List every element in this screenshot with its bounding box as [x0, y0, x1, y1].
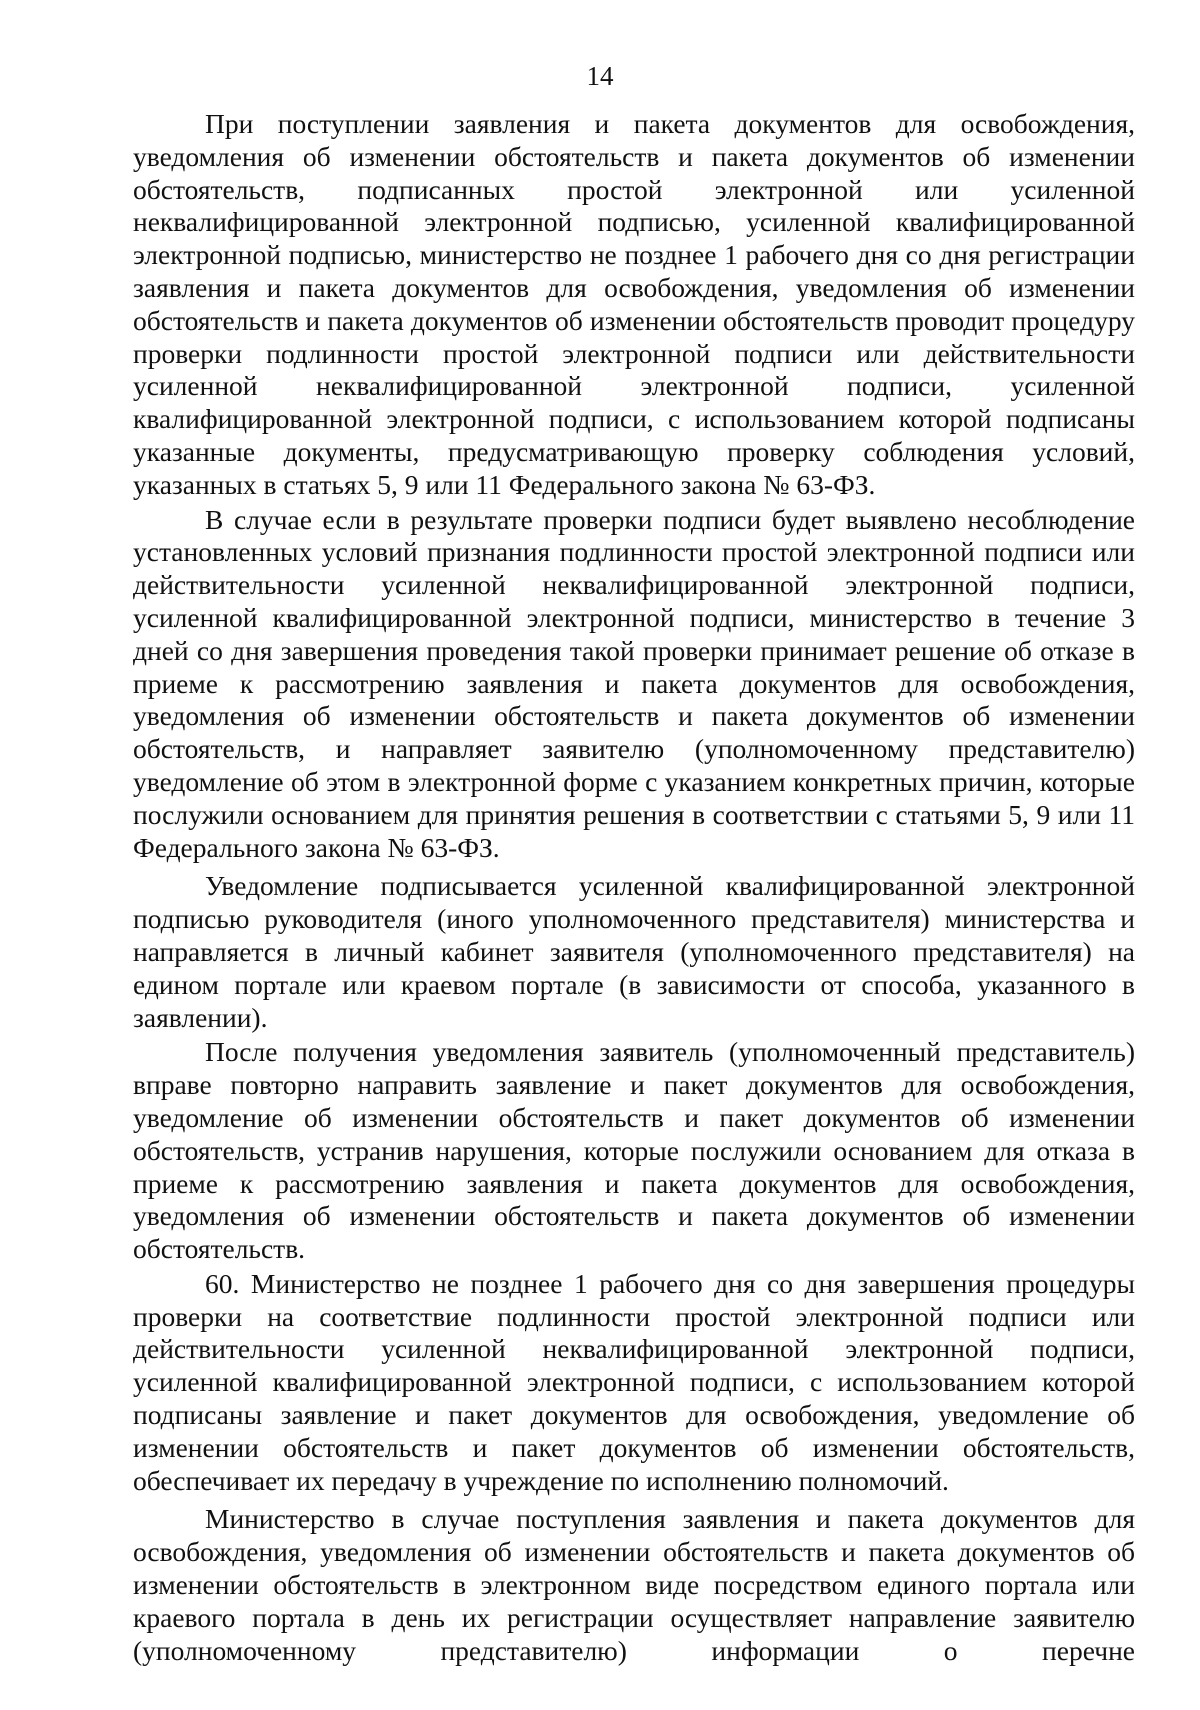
page-number: 14	[586, 61, 614, 91]
paragraph-resubmission: После получения уведомления заявитель (уполномоченный представитель) вправе повторно направить заявление и пакет документов для освобождения, уведомление об изменении обстоятельств и пакет документов об изменении обстоятельств, устранив нарушения, которые послужили основанием для отказа в приеме к рассмотрению заявления и пакета документов для освобождения, уведомления об изменении обстоятельств и пакета документов об изменении обстоятельств.	[133, 1036, 1135, 1265]
paragraph-verification-failure: В случае если в результате проверки подписи будет выявлено несоблюдение установленных условий признания подлинности простой электронной подписи или действительности усиленной неквалифицированной электронной подписи, усиленной квалифицированной электронной подписи, министерство в течение 3 дней со дня завершения проведения такой проверки принимает решение об отказе в приеме к рассмотрению заявления и пакета документов для освобождения, уведомления об изменении обстоятельств и пакета документов об изменении обстоятельств, и направляет заявителю (уполномоченному представителю) уведомление об этом в электронной форме с указанием конкретных причин, которые послужили основанием для принятия решения в соответствии с статьями 5, 9 или 11 Федерального закона № 63-ФЗ.	[133, 503, 1135, 863]
document-body	[133, 108, 1135, 1667]
paragraph-ministry-information: Министерство в случае поступления заявления и пакета документов для освобождения, уведомления об изменении обстоятельств и пакета документов об изменении обстоятельств в электронном виде посредством единого портала или краевого портала в день их регистрации осуществляет направление заявителю (уполномоченному представителю) информации о перечне	[133, 1503, 1135, 1666]
paragraph-item-60: 60. Министерство не позднее 1 рабочего дня со дня завершения процедуры проверки на соответствие подлинности простой электронной подписи или действительности усиленной неквалифицированной электронной подписи, усиленной квалифицированной электронной подписи, с использованием которой подписаны заявление и пакет документов для освобождения, уведомление об изменении обстоятельств и пакет документов об изменении обстоятельств, обеспечивает их передачу в учреждение по исполнению полномочий.	[133, 1267, 1135, 1496]
paragraph-notification-signing: Уведомление подписывается усиленной квалифицированной электронной подписью руководителя (иного уполномоченного представителя) министерства и направляется в личный кабинет заявителя (уполномоченного представителя) на едином портале или краевом портале (в зависимости от способа, указанного в заявлении).	[133, 870, 1135, 1033]
paragraph-signature-verification: При поступлении заявления и пакета документов для освобождения, уведомления об изменении обстоятельств и пакета документов об изменении обстоятельств, подписанных простой электронной или усиленной неквалифицированной электронной подписью, усиленной квалифицированной электронной подписью, министерство не позднее 1 рабочего дня со дня регистрации заявления и пакета документов для освобождения, уведомления об изменении обстоятельств и пакета документов об изменении обстоятельств проводит процедуру проверки подлинности простой электронной подписи или действительности усиленной неквалифицированной электронной подписи, усиленной квалифицированной электронной подписи, с использованием которой подписаны указанные документы, предусматривающую проверку соблюдения условий, указанных в статьях 5, 9 или 11 Федерального закона № 63-ФЗ.	[133, 108, 1135, 500]
